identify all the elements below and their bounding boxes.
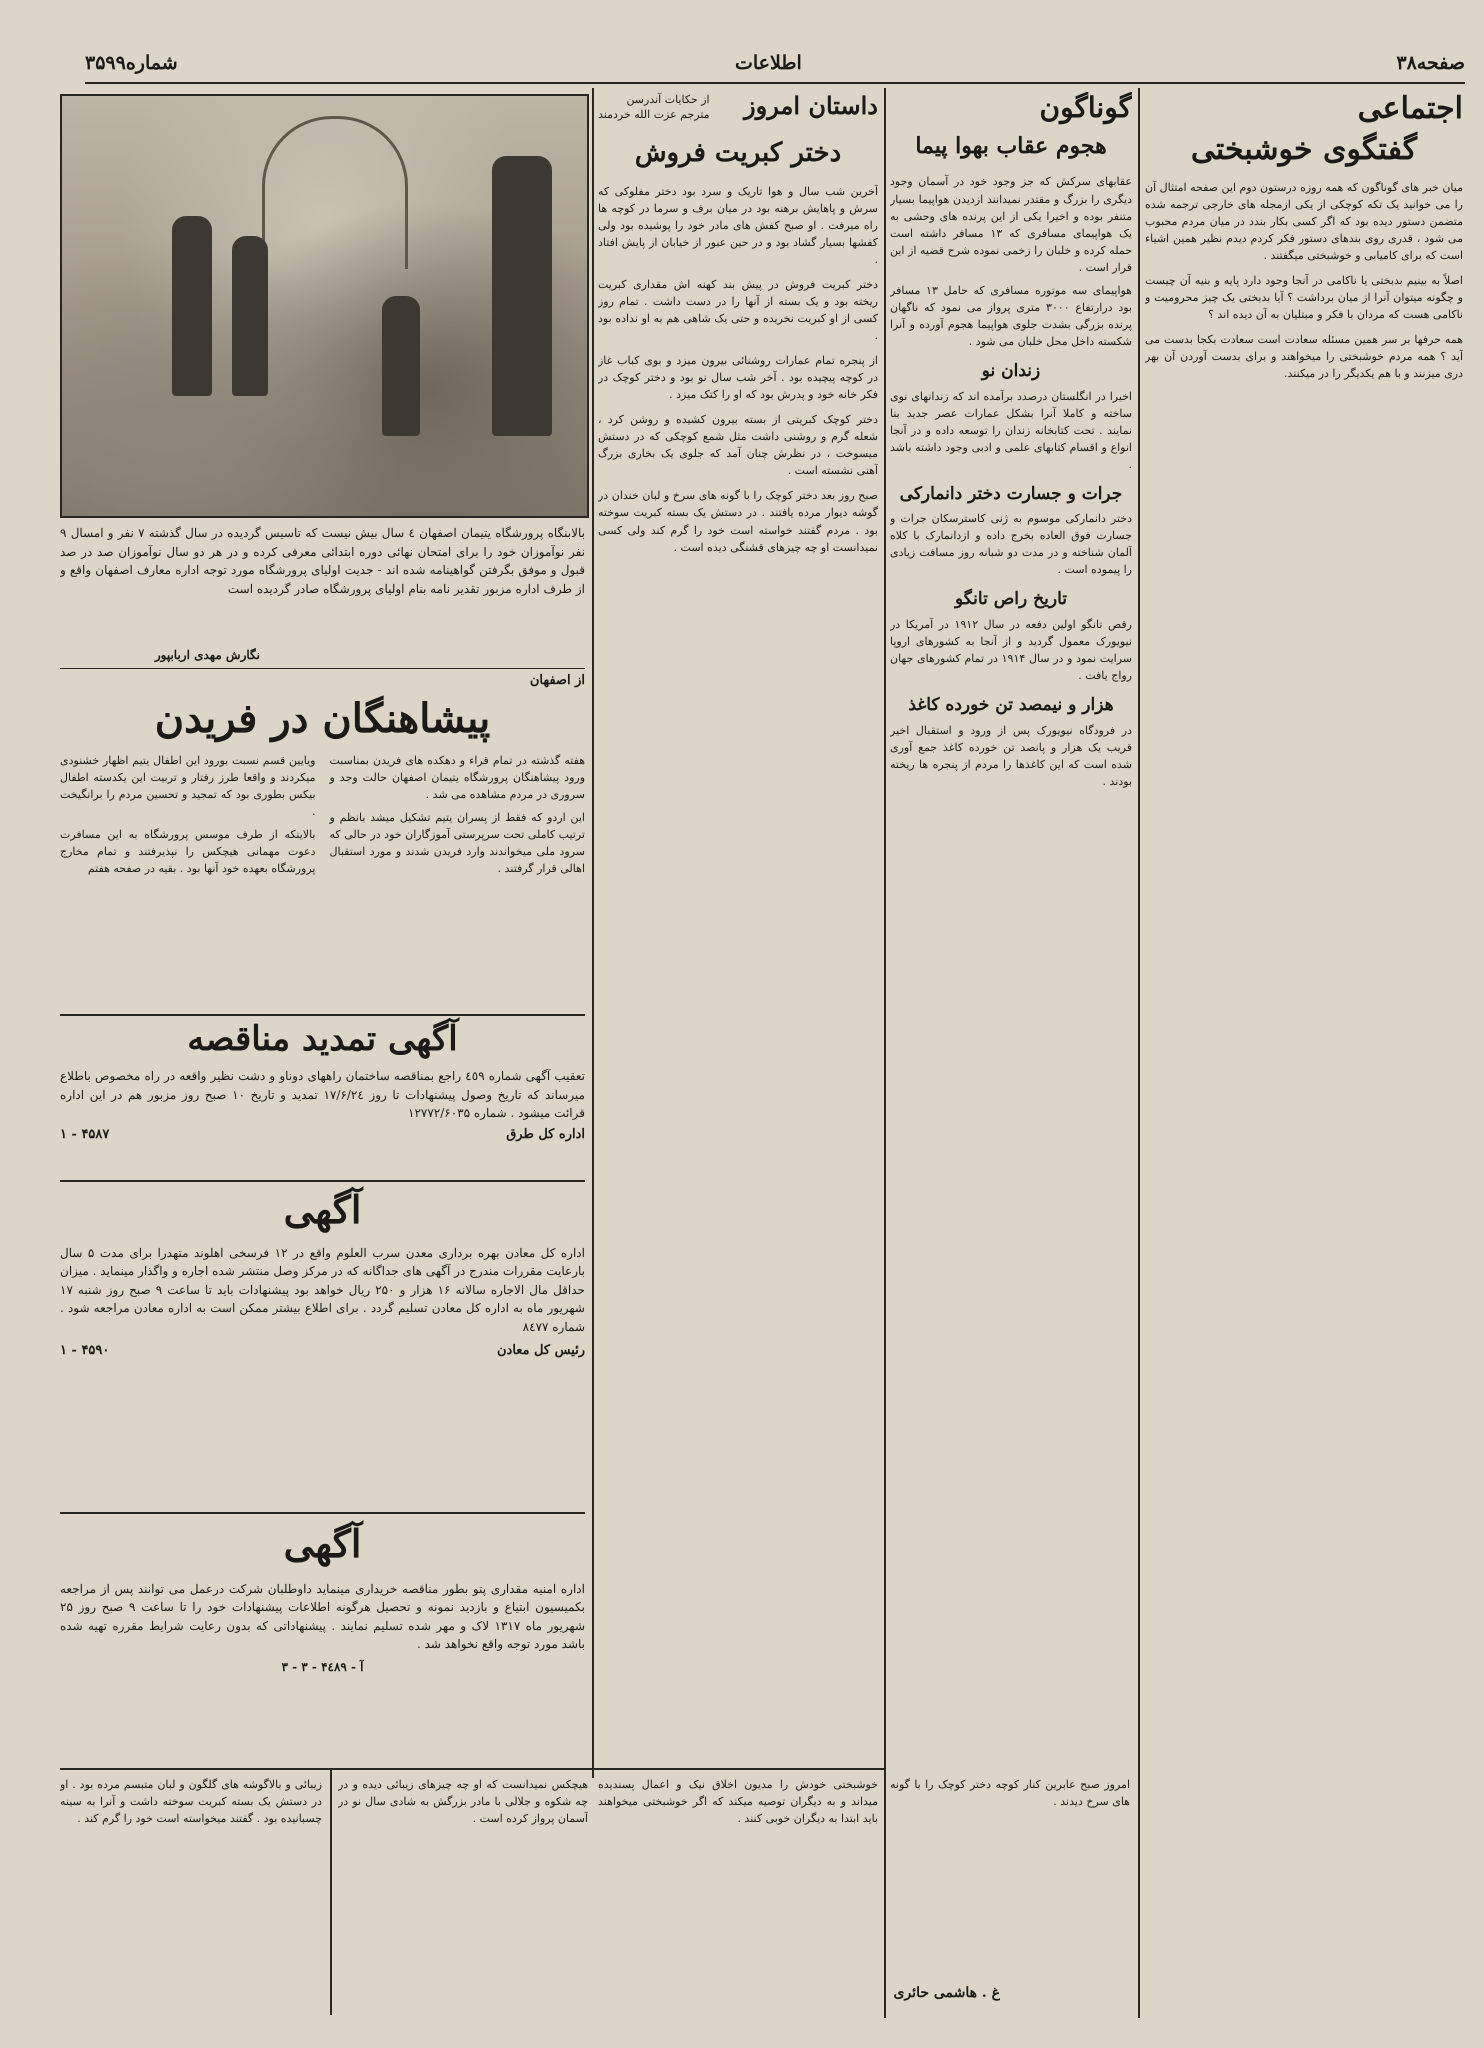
subheading: تاریخ راص تانگو (955, 589, 1067, 610)
photo-figure (492, 156, 552, 436)
paragraph: میان خبر های گوناگون که همه روزه درستون دوم این صفحه امتثال آن را می خوانید یک تکه کوچکی از یکی ازمجله های خارجی ترجمه شده متضمن دستور دیده بود که اگر کسی بکار بندد در میان مردم محبوب می شود ، قدری روی بندهای دستور فکر کردم دیدم نظیر همین اشیاء است که برای کامیابی و خوشبختی میگفتند . (1145, 181, 1463, 263)
article-col (60, 752, 316, 877)
dateline: از اصفهان (60, 668, 585, 688)
photo-caption: بالابنگاه پرورشگاه یتیمان اصفهان ٤ سال بیش نیست که تاسیس گردیده در سال گذشته ۷ نفر و امسال ۹ نفر نوآموزان خود را برای امتحان نهائی دوره ابتدائی معرفی کرده و در هر دو سال نوآموزان صد در صد قبول و موفق بگرفتن گواهینامه شده اند - جدیت اولیای پرورشگاه مورد توجه اداره معارف اصفهان واقع و از طرف اداره مزبور تقدیر نامه بنام اولیای پرورشگاه صادر گردیده است (60, 526, 585, 596)
paragraph: دختر دانمارکی موسوم به ژنی کاسترسکان جرات و جسارت فوق العاده بخرج داده و ازدانمارک با کلاه آلمان شناخته و در مدت دو شبانه روز مسافت زیادی را پیموده است . (890, 512, 1132, 577)
ad-footer (60, 1343, 585, 1358)
paragraph: اخیرا در انگلستان درصدد برآمده اند که زندانهای نوی ساخته و کاملا آنرا بشکل عمارات عصر جدید بنا نمایند . تحت کتابخانه زندان را توسعه داده و در آنجا انواع و اقسام کتابهای علمی و ادبی وجود داشته باشد . (890, 389, 1132, 471)
source-line: مترجم عزت الله خردمند (598, 108, 710, 122)
page-header (85, 50, 1465, 84)
ad-body: تعقیب آگهی شماره ٤٥٩ راجع بمناقصه ساختمان راههای دوناو و دشت نظیر واقعه در راه مخصوص باطلاع میرساند که تاریخ وصول پیشنهادات تا روز ۱۷/۶/۲٤ تمدید و تاریخ ۱۰ صبح روز مزبور هم در این اداره قرائت میشود . شماره ۱۲۷۷۲/۶۰۳۵ (60, 1069, 585, 1121)
paragraph: دختر کبریت فروش در پیش بند کهنه اش مقداری کبریت ریخته بود و یک بسته از آنها را در دست داشت . تمام روز کسی از او کبریت نخریده و حتی یک شاهی هم به او نداده بود . (598, 277, 878, 343)
bottom-column: زیبائی و بالاگوشه های گلگون و لبان متبسم مرده بود . او در دستش یک بسته کبریت سوخته داشت و آنرا به سینه چسبانیده بود . گفتند میخواسته است خود را گرم کند . (60, 1778, 322, 1826)
section-title: داستان امروز (744, 92, 878, 120)
column-divider (592, 88, 594, 1778)
paragraph: عقابهای سرکش که جز وجود خود در آسمان وجود دیگری را بزرگ و مقتدر نمیدانند ازدیدن هواپیما بسیار متنفر بوده و اخیرا یکی از این پرنده های وحشی به یک هواپیمای مسافری که ۱۳ مسافر داشته است حمله کرده و خلبان را زخمی نموده شرح قضیه از این قرار است . (890, 175, 1132, 274)
ad-footer (60, 1127, 585, 1142)
ad-ref: آ - ۴٤۸۹ - ۳ - ۳ (281, 1660, 364, 1675)
column-divider (330, 1770, 332, 2015)
paper-name: اطلاعات (735, 52, 802, 74)
paragraph: بالاینکه از طرف موسس پرورشگاه به این مسافرت دعوت مهمانی هیچکس را نپذیرفتند و تمام مخارج پرورشگاه بعهده خود آنها بود . بقیه در صفحه هفتم (60, 828, 316, 876)
ad-signature: اداره کل طرق (506, 1126, 585, 1142)
ad-body: اداره کل معادن بهره برداری معدن سرب العلوم واقع در ۱۲ فرسخی اهلوند متهدرا برای مدت ۵ سال بارعایت مقررات مندرج در آگهی های جداگانه که در مرکز وصل منتشر شده اجاره و واگذار مینماید . میزان حداقل مال الاجاره سالانه ۱۶ هزار و ۲۵۰ ریال خواهد بود پیشنهادات باید تا ساعت ۹ صبح روز شنبه ۱۷ شهریور ماه به اداره کل معادن تسلیم گردد . برای اطلاع بیشتر ممکن است به اداره معادن مراجعه شود . شماره ۸٤۷۷ (60, 1245, 585, 1335)
ad-tender (60, 1014, 585, 1180)
paragraph: دختر کوچک کبریتی از بسته بیرون کشیده و روشن کرد ، شعله گرم و روشنی داشت مثل شمع کوچکی که در دستش میسوخت ، در نظرش چنان آمد که جلوی یک بخاری بزرگ آهنی نشسته است . (598, 413, 878, 478)
headline: دختر کبریت فروش (634, 137, 842, 168)
photo-orphanage (60, 94, 589, 518)
photo-arch (262, 116, 408, 269)
ad-mines (60, 1180, 585, 1518)
bottom-column: امروز صبح عابرین کنار کوچه دختر کوچک را با گونه های سرخ دیدند . (890, 1778, 1130, 1809)
page-number: صفحه۳۸ (1396, 52, 1465, 74)
headline: آگهی (283, 1521, 362, 1566)
article-col (330, 752, 586, 877)
column-various (890, 92, 1132, 1762)
article-columns (60, 752, 585, 877)
photo-credit: نگارش مهدی اربابپور (154, 648, 260, 662)
column-divider (1138, 88, 1140, 2018)
bottom-column: هیچکس نمیدانست که او چه چیزهای زیبائی دیده و در چه شکوه و جلالی با مادر بزرگش به شادی سال نو در آسمان پرواز کرده است . (338, 1778, 588, 1826)
ad-body: اداره امنیه مقداری پتو بطور مناقصه خریداری مینماید داوطلبان شرکت درعمل می توانند پس از مراجعه بکمیسیون ابتیاع و بازدید نمونه و تحصیل هرگونه اطلاعات پیشنهادات خود را تا ساعت ۹ صبح روز ۲۵ شهریور ماه ۱۳۱۷ لاک و مهر شده تسلیم نمایند . پیشنهاداتی که بدون رعایت شرایط مقرره تهیه شده باشد مورد توجه واقع نخواهد شد . (60, 1581, 585, 1652)
ad-ref: ۴۵۸۷ - ۱ (60, 1126, 110, 1142)
subheading: هزار و نیمصد تن خورده کاغذ (908, 695, 1114, 716)
headline: گفتگوی خوشبختی (1190, 131, 1418, 167)
photo-figure (172, 216, 212, 396)
ad-signature: رئیس کل معادن (496, 1342, 585, 1358)
paragraph: از پنجره تمام عمارات روشنائی بیرون میزد و بوی کباب غاز در کوچه پیچیده بود . آخر شب سال نو بود و دختر کوچک در فکر خانه خود و پدرش بود که او را کتک میزد . (598, 354, 878, 402)
paragraph: آخرین شب سال و هوا تاریک و سرد بود دختر مفلوکی که سرش و پاهایش برهنه بود در میان برف و سرما در کوچه ها راه میرفت . او صبح کفش های مادر خود را پوشیده بود ولی کفشها بسیار گشاد بود و در حین عبور از خیابان از پایش افتاد . (598, 184, 878, 266)
column-social (1145, 92, 1463, 2017)
story-author: غ . هاشمی حائری (893, 1985, 1000, 2001)
headline: آگهی (283, 1187, 362, 1232)
paragraph: صبح روز بعد دختر کوچک را با گونه های سرخ و لبان خندان در گوشه دیوار مرده یافتند . در دستش یک بسته کبریت سوخته بود . مردم گفتند خواسته است خود را گرم کند ولی کسی نمیدانست او چه چیزهای قشنگی دیده است . (598, 489, 878, 554)
horizontal-divider (60, 1768, 885, 1770)
paragraph: همه حرفها بر سر همین مسئله سعادت است سعادت بکجا بدست می آید ؟ همه مردم خوشبختی را میخواهند و برای بدست آوردن آن بهر دری میزنند و با هم یکدیگر را در میکنند. (1145, 333, 1463, 381)
column-story (598, 92, 878, 2017)
column-divider (884, 88, 886, 2018)
paragraph: در فرودگاه نیویورک پس از ورود و استقبال اخیر قریب یک هزار و پانصد تن خورده کاغذ جمع آوری شده است که این کاغذها را مردم از پنجره ها ریخته بودند . (890, 723, 1132, 788)
story-label-row (598, 92, 878, 123)
photo-figure (232, 236, 268, 396)
paragraph: هفته گذشته در تمام قراء و دهکده های فریدن بمناسبت ورود پیشاهنگان پرورشگاه یتیمان اصفهان حالت وجد و سروری در مردم مشاهده می شد . (329, 754, 585, 802)
paragraph: این اردو که فقط از پسران یتیم تشکیل میشد بانظم و ترتیب کاملی تحت سرپرستی آموزگاران خود در حالی که سرود ملی میخواندند وارد فریدن شدند و مورد استقبال اهالی قرار گرفتند . (329, 811, 585, 876)
issue-number: شماره۳۵۹۹ (85, 52, 178, 74)
headline: پیشاهنگان در فریدن (154, 695, 491, 742)
subheading: جرات و جسارت دختر دانمارکی (899, 483, 1123, 504)
paragraph: ویایین قسم نسبت بورود این اطفال یتیم اظهار خشنودی میکردند و واقعا طرز رفتار و تربیت این یکدسته اطفال بیکس بطوری بود که تمجید و تحسین مردم را برانگیخت . (60, 754, 316, 819)
paragraph: رقص تانگو اولین دفعه در سال ۱۹۱۲ در آمریکا در نیویورک معمول گردید و از آنجا به کشورهای اروپا سرایت نمود و در سال ۱۹۱۴ در تمام کشورهای جهان رواج یافت . (890, 618, 1132, 683)
ad-ref: ۴۵۹۰ - ۱ (60, 1342, 110, 1358)
fereydan-article (60, 668, 585, 1008)
story-source (598, 92, 710, 123)
photo-figure (382, 296, 420, 436)
section-title: گوناگون (1039, 92, 1132, 124)
ad-supply (60, 1512, 585, 1772)
section-title: اجتماعی (1357, 92, 1463, 126)
bottom-column: خوشبختی خودش را مدیون اخلاق نیک و اعمال پسندیده میداند و به دیگران توصیه میکند که اگر خوشبختی میخواهند باید ابتدا به دیگران خوبی کنند . (598, 1778, 878, 1826)
source-line: از حکایات آندرسن (626, 93, 710, 106)
paragraph: اصلاً به بینیم بدبختی یا ناکامی در آنجا وجود دارد پایه و بنیه آن چیست و چگونه میتوان آنرا از میان برداشت ؟ آیا بدبختی یک چیز محرومیت و ناکامی هست که مردان با فکر و مبتلیان به آن دیده اند ؟ (1145, 274, 1463, 322)
headline: هجوم عقاب بهوا پیما (915, 133, 1107, 160)
headline: آگهی تمدید مناقصه (187, 1019, 458, 1059)
subheading: زندان نو (981, 360, 1041, 381)
paragraph: هواپیمای سه موتوره مسافری که حامل ۱۳ مسافر بود درارتفاع ۳۰۰۰ متری پرواز می نمود که ناگهان پرنده بزرگی بشدت جلوی هواپیما هجوم آورده و آنرا شکسته داخل محل خلبان می شود . (890, 283, 1132, 348)
